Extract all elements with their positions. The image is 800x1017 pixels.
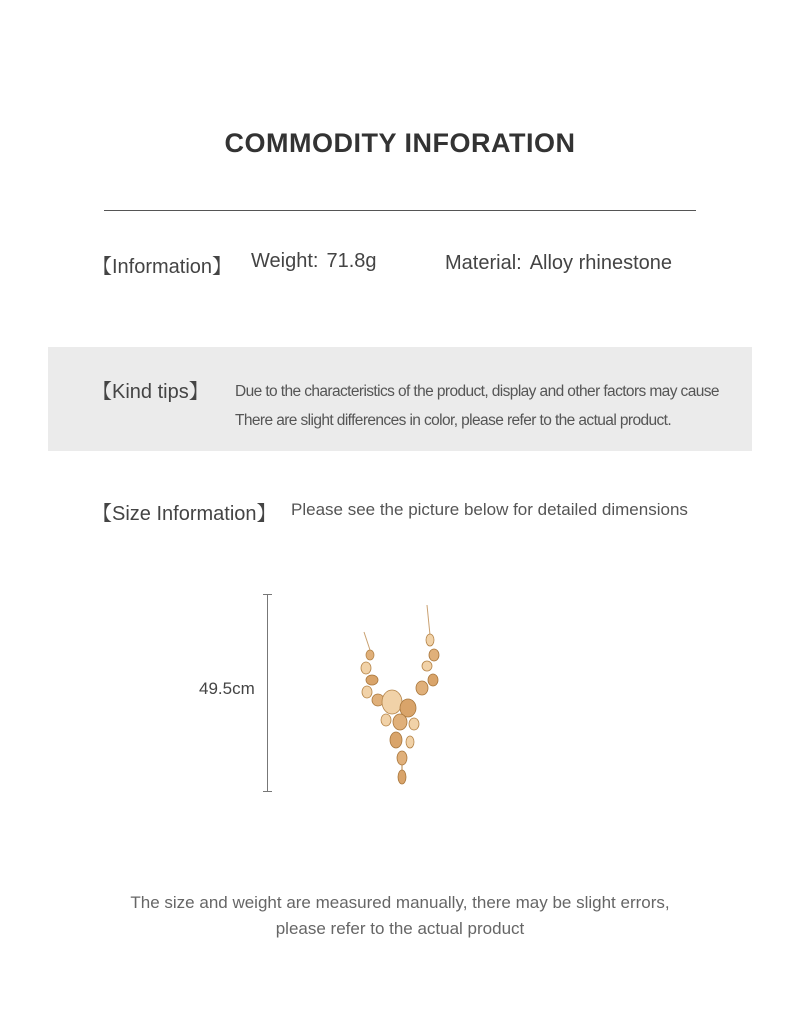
kind-tips-text	[235, 377, 719, 435]
kind-tips-line-2: There are slight differences in color, please refer to the actual product.	[235, 412, 672, 429]
footer-line-2: please refer to the actual product	[275, 919, 525, 938]
dimension-cap-bottom	[263, 791, 272, 792]
material-label: Material:	[445, 252, 522, 274]
footer-note	[0, 890, 800, 942]
weight-info	[251, 250, 377, 273]
length-dimension: 49.5cm	[199, 679, 255, 698]
information-label: 【Information】	[92, 256, 233, 278]
title-divider	[104, 210, 696, 211]
material-value: Alloy rhinestone	[529, 252, 673, 274]
footer-line-1: The size and weight are measured manually, there may be slight errors,	[130, 893, 670, 912]
kind-tips-line-1: Due to the characteristics of the product, display and other factors may cause	[235, 383, 719, 400]
page-title: COMMODITY INFORATION	[224, 128, 576, 158]
size-information-description: Please see the picture below for detailed dimensions	[291, 500, 688, 519]
necklace-icon	[350, 600, 450, 790]
dimension-line	[267, 594, 268, 792]
weight-value: 71.8g	[326, 250, 377, 272]
size-information-label: 【Size Information】	[92, 503, 277, 525]
kind-tips-label: 【Kind tips】	[92, 381, 209, 403]
weight-label: Weight:	[251, 250, 319, 272]
material-info	[445, 252, 672, 275]
